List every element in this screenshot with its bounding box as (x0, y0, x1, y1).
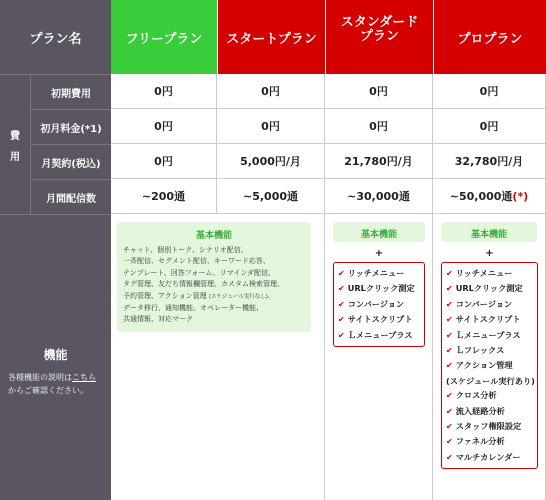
free-line: テンプレート、回答フォーム、リマインダ配信、 (123, 268, 276, 277)
check-icon: ✔ (446, 422, 453, 432)
pro-feature-item (446, 312, 533, 327)
check-icon: ✔ (446, 284, 453, 294)
pro-feature-continuation: (スケジュール実行あり) (446, 375, 535, 386)
cell-messages-free: ~200通 (111, 179, 217, 214)
standard-feature-item (338, 312, 420, 327)
check-icon: ✔ (446, 437, 453, 447)
cell-messages-start: ~5,000通 (217, 179, 325, 214)
free-line (123, 291, 305, 303)
standard-feature-item (338, 328, 420, 343)
features-title: 機能 (43, 348, 68, 362)
check-icon: ✔ (446, 452, 453, 462)
features-note-suffix: からご確認ください。 (8, 386, 88, 395)
check-icon: ✔ (446, 391, 453, 401)
cost-section-label (0, 74, 30, 214)
features-free-start-column (111, 214, 325, 500)
free-line-text: 予約管理、アクション管理 (123, 291, 207, 300)
cell-first-start: 0円 (217, 109, 325, 144)
check-icon: ✔ (446, 269, 453, 278)
cell-first-standard: 0円 (325, 109, 433, 144)
cell-monthly-pro: 32,780円/月 (433, 144, 546, 179)
feature-label: Ｌメニュープラス (347, 329, 413, 340)
features-pro-column (433, 214, 546, 500)
pro-basic-title: 基本機能 (470, 230, 507, 240)
pro-feature-item (446, 450, 533, 465)
cell-monthly-start: 5,000円/月 (217, 144, 325, 179)
messages-pro-value: ~50,000通 (449, 190, 513, 203)
cell-initial-start: 0円 (217, 74, 325, 109)
cell-messages-pro (433, 179, 546, 214)
free-line: データ移行、通知機能、オペレーター機能、 (123, 304, 263, 313)
cell-initial-standard: 0円 (325, 74, 433, 109)
header-standard-line1: スタンダード (340, 15, 419, 30)
standard-feature-item (338, 281, 420, 296)
features-label (0, 214, 111, 500)
header-plan-name: プラン名 (0, 0, 111, 74)
cost-label-char2: 用 (10, 151, 20, 163)
check-icon: ✔ (338, 269, 345, 278)
pro-feature-item (446, 388, 533, 403)
standard-extra-features-box (333, 262, 425, 347)
feature-label: 流入経路分析 (455, 405, 505, 416)
features-note-link[interactable]: こちら (72, 373, 96, 382)
features-note (8, 371, 103, 397)
pro-feature-item (446, 358, 533, 373)
cell-first-pro: 0円 (433, 109, 546, 144)
pro-extra-features-box (441, 262, 538, 469)
free-basic-list (123, 245, 305, 326)
free-line: タグ管理、友だち情報欄管理、カスタム検索管理、 (123, 280, 284, 289)
standard-feature-item (338, 266, 420, 281)
header-pro-plan: プロプラン (433, 0, 546, 74)
feature-label: Ｌメニュープラス (455, 329, 521, 340)
check-icon: ✔ (338, 315, 345, 325)
messages-pro-mark: (*) (512, 189, 529, 203)
free-line: 共通情報、対応マーク (123, 315, 193, 324)
cell-initial-free: 0円 (111, 74, 217, 109)
standard-feature-item (338, 297, 420, 312)
feature-label: サイトスクリプト (455, 314, 521, 325)
free-line: チャット、個別トーク、シナリオ配信、 (123, 246, 248, 254)
feature-label: リッチメニュー (347, 268, 405, 278)
feature-label: ファネル分析 (455, 436, 505, 447)
row-label-first-month: 初月料金(*1) (30, 109, 111, 144)
check-icon: ✔ (446, 315, 453, 325)
check-icon: ✔ (446, 361, 453, 371)
free-line: 一斉配信、セグメント配信、キーワード応答、 (123, 257, 270, 266)
header-standard-plan (325, 0, 433, 74)
header-free-plan: フリープラン (111, 0, 217, 74)
free-basic-title: 基本機能 (195, 231, 232, 241)
pro-feature-item (446, 419, 533, 434)
feature-label: サイトスクリプト (347, 314, 413, 325)
feature-label: Ｌフレックス (455, 345, 505, 356)
pro-feature-item (446, 266, 533, 281)
standard-plus-sign: + (374, 248, 384, 259)
feature-label: クロス分析 (455, 390, 497, 401)
pro-basic-features-box (441, 222, 537, 242)
check-icon: ✔ (446, 346, 453, 356)
feature-label: URLクリック測定 (455, 283, 523, 294)
features-note-prefix: 各種機能の説明は (8, 373, 72, 382)
pro-feature-item (446, 434, 533, 449)
free-basic-features-box (117, 222, 311, 332)
cell-first-free: 0円 (111, 109, 217, 144)
check-icon: ✔ (446, 330, 453, 340)
check-icon: ✔ (338, 299, 345, 309)
standard-basic-features-box (333, 222, 425, 242)
check-icon: ✔ (338, 330, 345, 340)
pro-feature-item (446, 281, 533, 296)
row-label-initial-fee: 初期費用 (30, 74, 111, 109)
cell-monthly-free: 0円 (111, 144, 217, 179)
feature-label: スタッフ権限設定 (455, 421, 522, 432)
feature-label: コンバージョン (455, 298, 513, 309)
cell-messages-standard: ~30,000通 (325, 179, 433, 214)
check-icon: ✔ (338, 284, 345, 294)
pro-feature-item (446, 404, 533, 419)
check-icon: ✔ (446, 299, 453, 309)
cell-initial-pro: 0円 (433, 74, 546, 109)
pro-plus-sign: + (485, 248, 494, 259)
free-line-small: (スケジュール実行なし)、 (208, 293, 274, 300)
header-start-plan: スタートプラン (217, 0, 325, 74)
standard-basic-title: 基本機能 (360, 230, 397, 240)
pro-feature-item (446, 343, 533, 358)
cell-monthly-standard: 21,780円/月 (325, 144, 433, 179)
cost-label-char1: 費 (10, 130, 20, 142)
features-standard-column (325, 214, 433, 500)
feature-label: マルチカレンダー (455, 451, 521, 462)
pro-feature-item (446, 328, 533, 343)
check-icon: ✔ (446, 406, 453, 416)
row-label-messages: 月間配信数 (30, 179, 111, 214)
pro-feature-item (446, 297, 533, 312)
feature-label: コンバージョン (347, 298, 405, 309)
feature-label: リッチメニュー (455, 268, 513, 278)
feature-label: アクション管理 (455, 360, 513, 371)
header-standard-line2: プラン (359, 29, 399, 44)
row-label-monthly: 月契約(税込) (30, 144, 111, 179)
feature-label: URLクリック測定 (347, 283, 415, 294)
